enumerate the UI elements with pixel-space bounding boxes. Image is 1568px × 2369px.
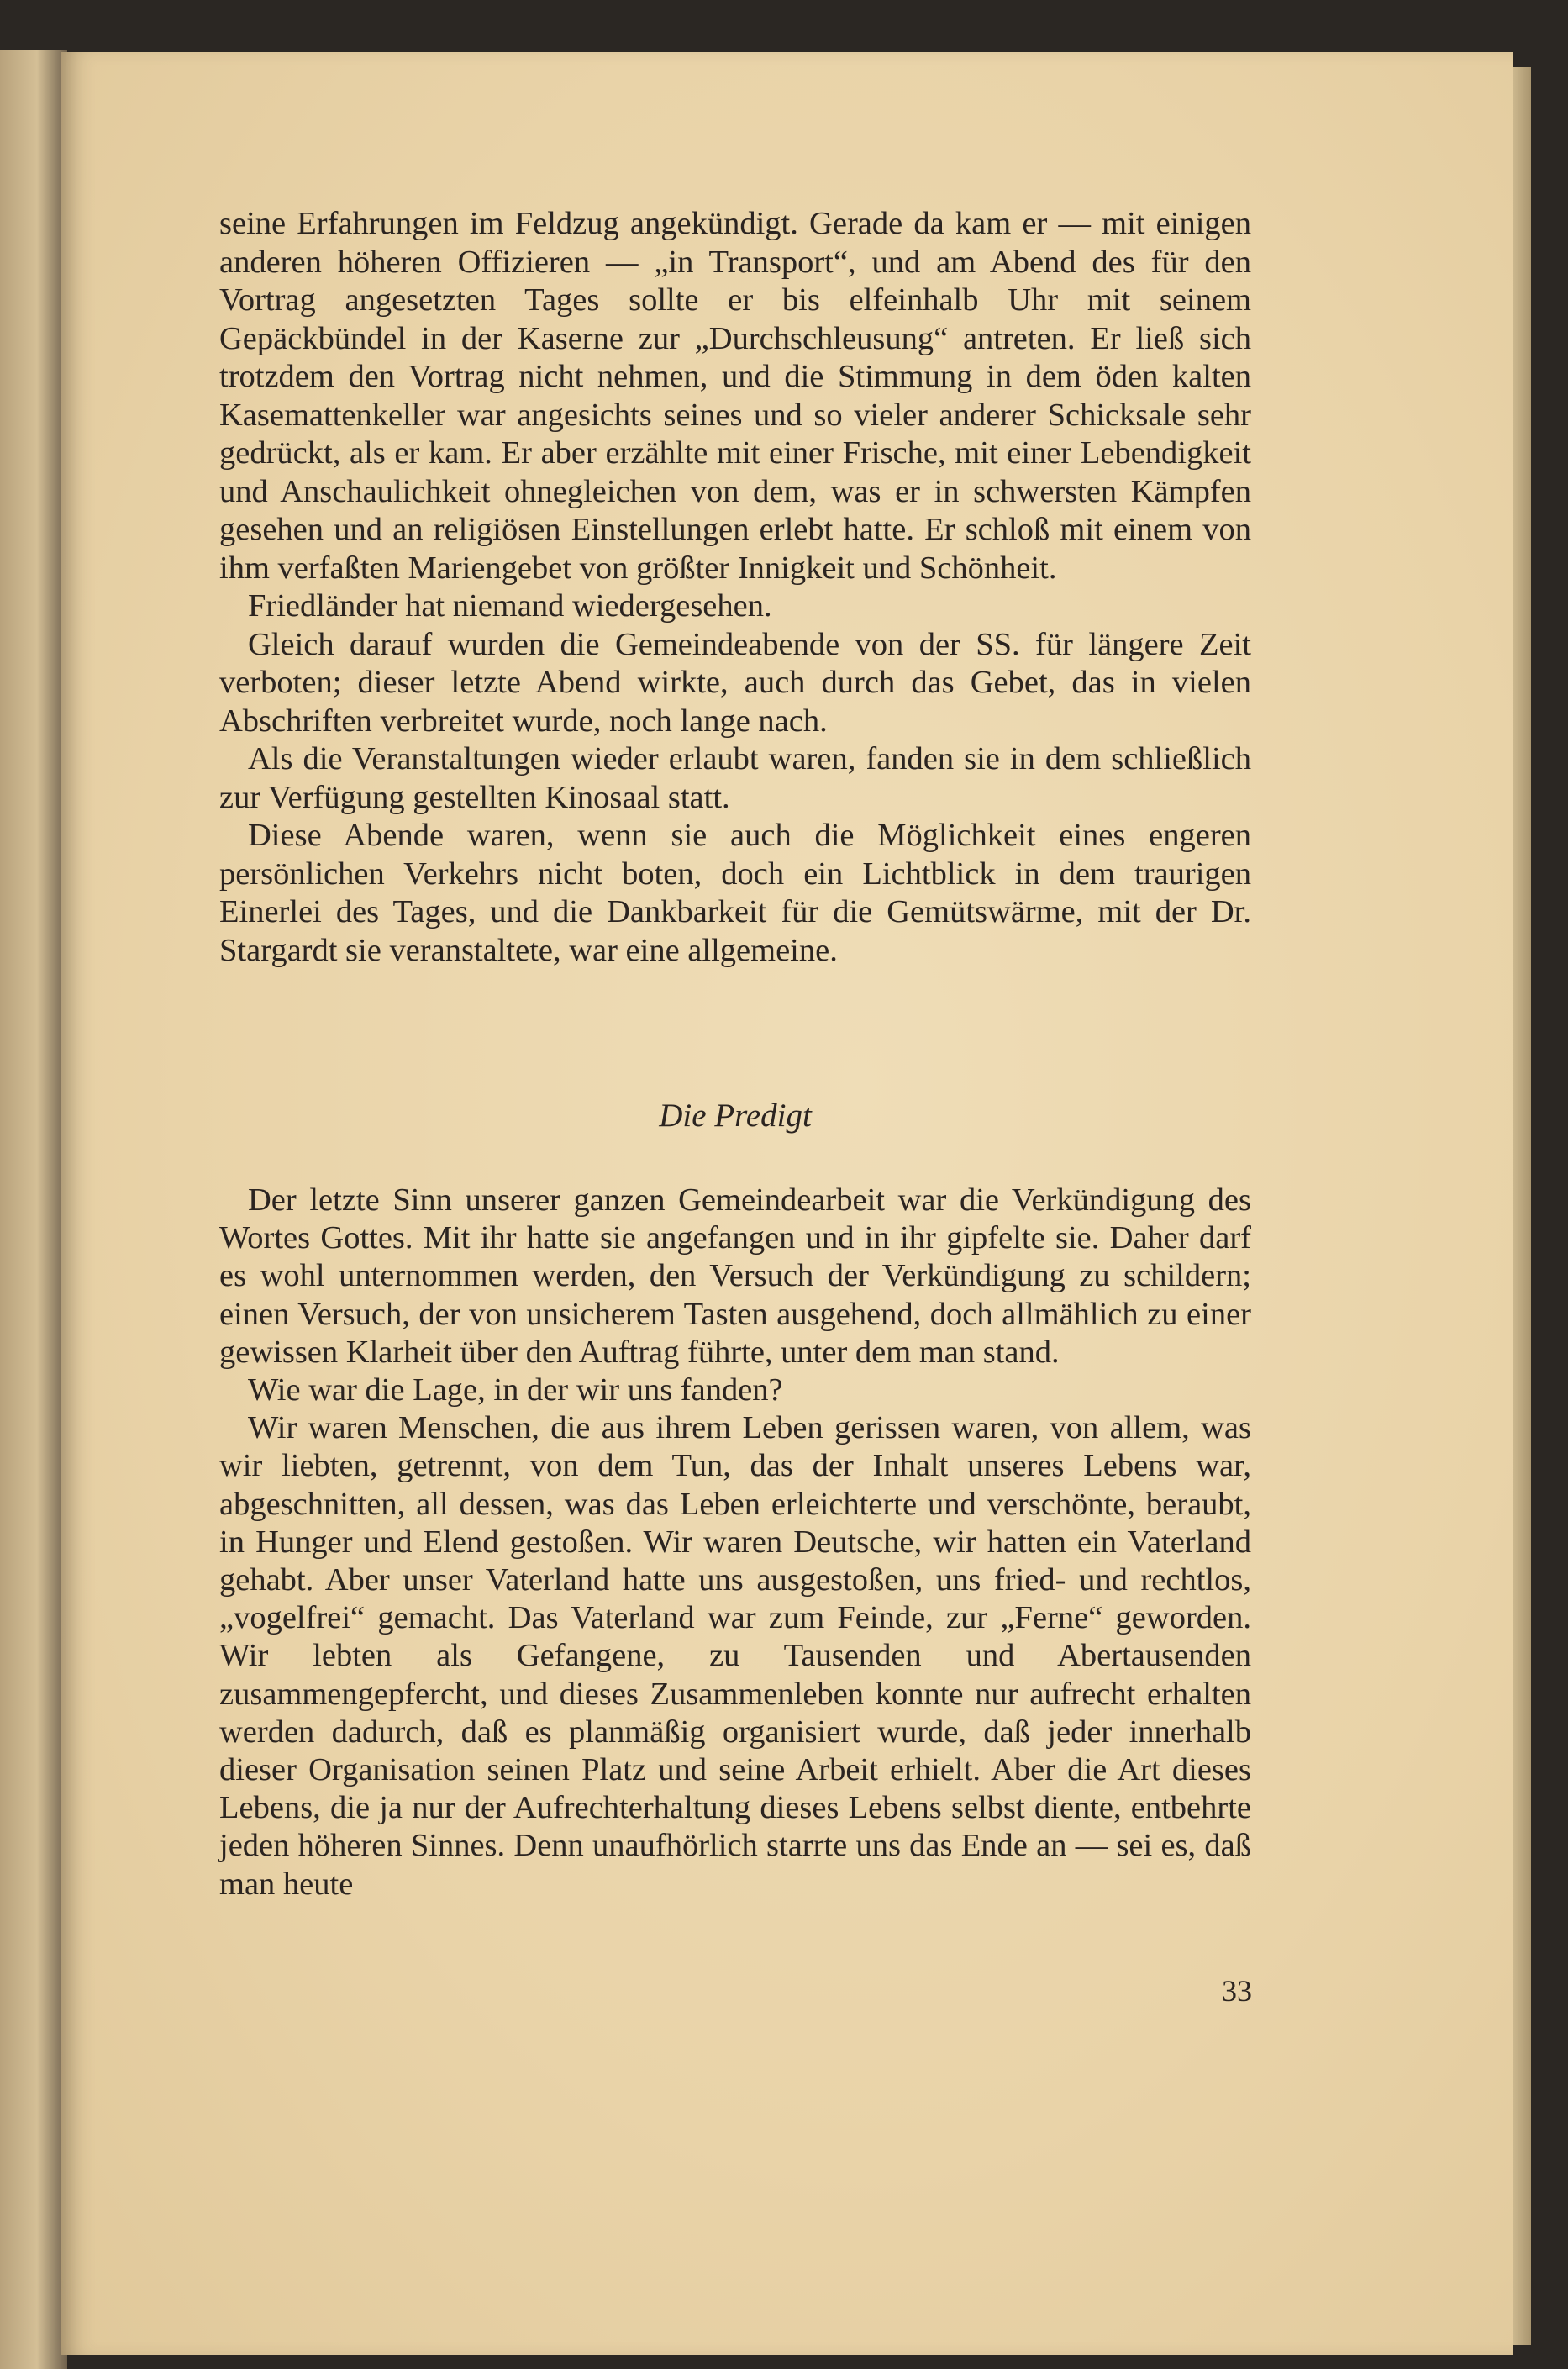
paragraph-menschen: Wir waren Menschen, die aus ihrem Leben gerissen waren, von allem, was wir liebten, getrennt, von dem Tun, das der Inhalt unseres Lebens war, abgeschnitten, all dessen, was das Leben erleichterte und verschönte, beraubt, in Hunger und Elend gestoßen. Wir waren Deutsche, wir hatten ein Vaterland gehabt. Aber unser Vaterland hatte uns ausgestoßen, uns fried- und rechtlos, „vogelfrei“ gemacht. Das Vaterland war zum Feinde, zur „Ferne“ geworden. Wir lebten als Gefangene, zu Tausenden und Abertausenden zusammengepfercht, und dieses Zusammenleben konnte nur aufrecht erhalten werden dadurch, daß es planmäßig organisiert wurde, daß jeder innerhalb dieser Organisation seinen Platz und seine Arbeit erhielt. Aber die Art dieses Lebens, die ja nur der Aufrechterhaltung dieses Lebens selbst diente, entbehrte jeden höheren Sinnes. Denn unaufhörlich starrte uns das Ende an — sei es, daß man heute: [219, 1410, 1251, 1902]
paragraph-lage: Wie war die Lage, in der wir uns fanden?: [248, 1372, 783, 1408]
right-page-edge: [1513, 67, 1531, 2345]
paragraph-continuation: seine Erfahrungen im Feldzug angekündigt. Gerade da kam er — mit einigen anderen höheren Offizieren — „in Transport“, und am Abend des für den Vortrag angesetzten Tages sollte er bis elfeinhalb Uhr mit seinem Gepäckbündel in der Kaserne zur „Durchschleusung“ antreten. Er ließ sich trotzdem den Vortrag nicht nehmen, und die Stimmung in dem öden kalten Kasemattenkeller war angesichts seines und so vieler anderer Schicksale sehr gedrückt, als er kam. Er aber erzählte mit einer Frische, mit einer Lebendigkeit und Anschaulichkeit ohnegleichen von dem, was er in schwersten Kämpfen gesehen und an religiösen Einstellungen erlebt hatte. Er schloß mit einem von ihm verfaßten Mariengebet von größter Innigkeit und Schönheit.: [219, 206, 1251, 586]
body-text-bottom: [219, 1182, 1251, 1903]
section-heading: Die Predigt: [659, 1098, 812, 1134]
paragraph-abende: Diese Abende waren, wenn sie auch die Möglichkeit eines engeren persönlichen Verkehrs nicht boten, doch ein Lichtblick in dem traurigen Einerlei des Tages, und die Dankbarkeit für die Gemütswärme, mit der Dr. Stargardt sie veranstaltete, war eine allgemeine.: [219, 818, 1251, 968]
paragraph-verkuendigung: Der letzte Sinn unserer ganzen Gemeindearbeit war die Verkündigung des Wortes Gottes. Mit ihr hatte sie angefangen und in ihr gipfelte sie. Daher darf es wohl unternommen werden, den Versuch der Verkündigung zu schildern; einen Versuch, der von unsicherem Tasten ausgehend, doch allmählich zu einer gewissen Klarheit über den Auftrag führte, unter dem man stand.: [219, 1182, 1251, 1370]
page-number: 33: [1222, 1974, 1252, 2008]
left-page-edge: [0, 50, 67, 2369]
paragraph-ban: Gleich darauf wurden die Gemeindeabende von der SS. für längere Zeit verboten; dieser letzte Abend wirkte, auch durch das Gebet, das in vielen Abschriften verbreitet wurde, noch lange nach.: [219, 626, 1251, 739]
body-text-top: [219, 205, 1251, 970]
paragraph-friedlaender: Friedländer hat niemand wiedergesehen.: [248, 588, 772, 624]
paragraph-kinosaal: Als die Veranstaltungen wieder erlaubt waren, fanden sie in dem schließlich zur Verfügung gestellten Kinosaal statt.: [219, 741, 1251, 815]
